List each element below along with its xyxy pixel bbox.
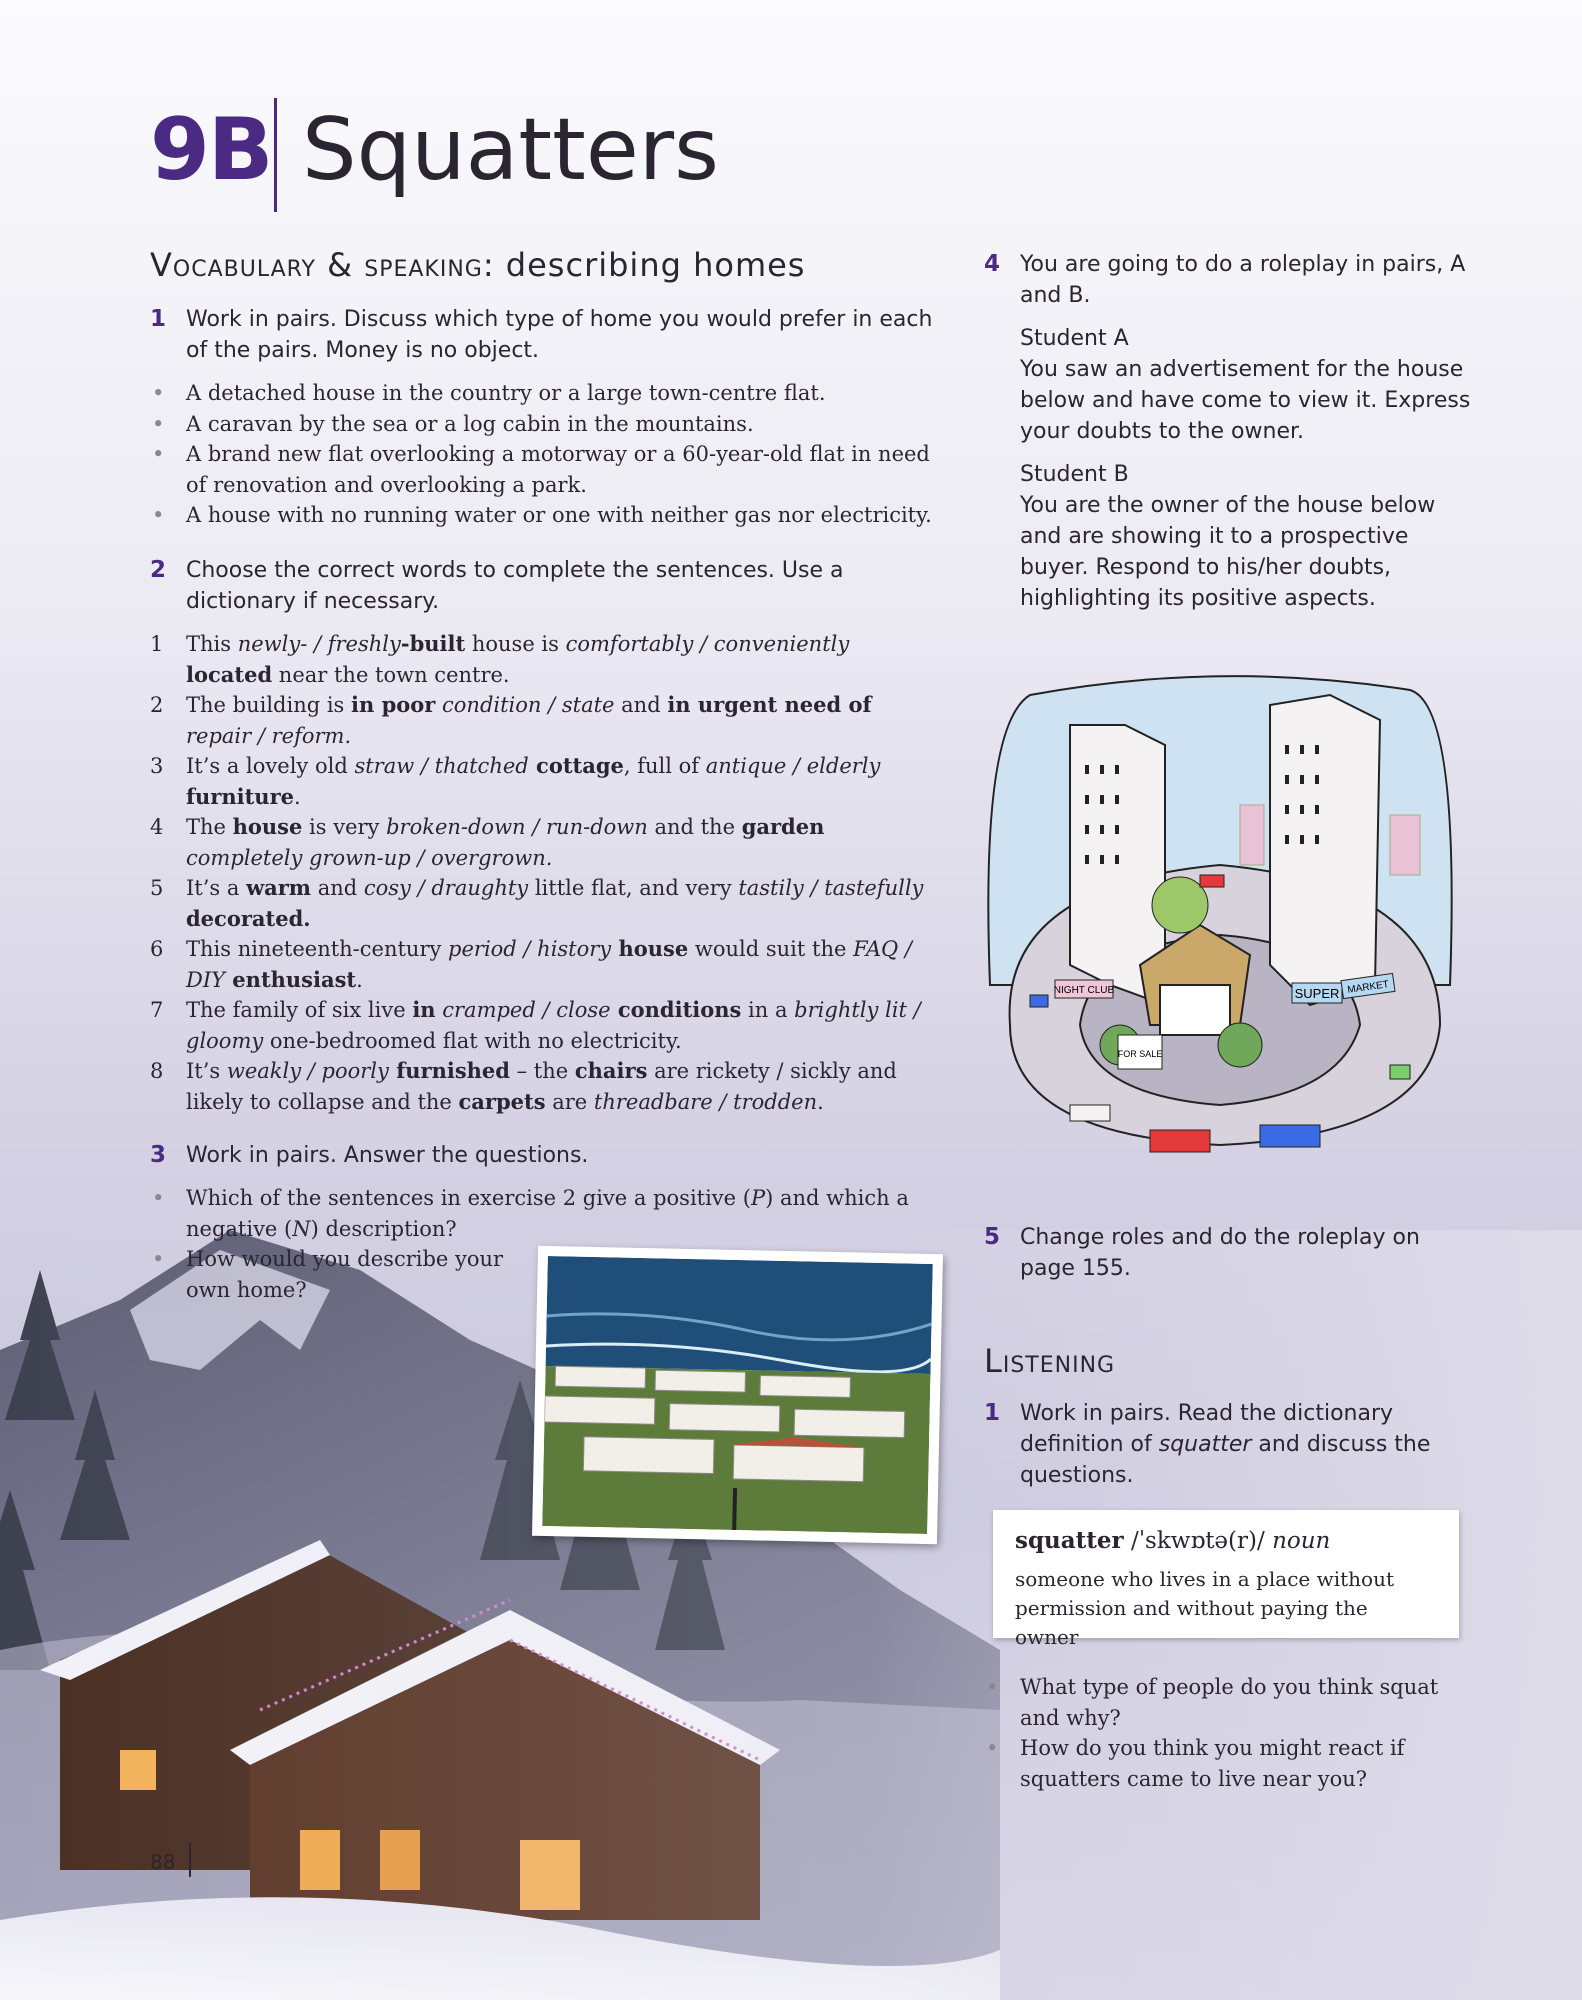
listening-questions [984, 1672, 1474, 1794]
option: broken-down / run-down [386, 815, 648, 839]
text: one-bedroomed flat with no electricity. [263, 1028, 682, 1053]
sentence-number: 6 [150, 937, 164, 961]
sentence-list [150, 629, 940, 1117]
text: It’s [186, 1059, 227, 1083]
vocab-heading [150, 246, 805, 284]
list-item: • How do you think you might react if squatters came to live near you? [984, 1733, 1474, 1794]
sentence-item [150, 873, 940, 934]
caravan-park-photo [532, 1246, 943, 1544]
sentence-item [150, 751, 940, 812]
sentence-number: 7 [150, 998, 164, 1022]
super-text: SUPER [1294, 986, 1340, 1001]
text: – the [509, 1059, 575, 1083]
list-item: • How would you describe your own home? [150, 1244, 516, 1305]
dictionary-entry [993, 1510, 1459, 1649]
keyword: warm [246, 875, 312, 900]
list-item: • What type of people do you think squat and why? [984, 1672, 1474, 1733]
exercise-instruction [1020, 1398, 1474, 1491]
house-for-sale-illustration [970, 665, 1470, 1185]
exercise-instruction: Work in pairs. Answer the questions. [186, 1143, 589, 1168]
text: The family of six live [186, 998, 413, 1022]
sentence-number: 1 [150, 632, 164, 656]
keyword: in [412, 997, 436, 1022]
exercise-instruction: Change roles and do the roleplay on page 155. [1020, 1225, 1420, 1281]
text: , full of [623, 754, 706, 778]
keyword: in poor [351, 692, 436, 717]
exercise-4 [984, 249, 1474, 614]
text: . [294, 784, 301, 809]
exercise-number: 1 [984, 1400, 1001, 1426]
vocab-heading-rest: describing homes [494, 246, 806, 284]
market-text: MARKET [1346, 979, 1390, 996]
option: FAQ / DIY [186, 937, 912, 992]
option: antique / elderly [705, 754, 881, 778]
text: . [356, 967, 363, 992]
text: house is [465, 632, 566, 656]
option: threadbare / trodden [593, 1089, 818, 1114]
sentence-number: 8 [150, 1059, 164, 1083]
option: cosy / draughty [363, 876, 529, 900]
sentence-number: 4 [150, 815, 164, 839]
text: in a [741, 998, 795, 1022]
keyword: enthusiast [225, 966, 357, 992]
sentence-number: 2 [150, 693, 164, 717]
text: and discuss the questions. [1020, 1432, 1431, 1488]
exercise-instruction: Work in pairs. Discuss which type of home you would prefer in each of the pairs. Money is no object. [186, 307, 933, 363]
sentence-item [150, 629, 940, 690]
page-number: 88 [150, 1850, 176, 1874]
vocab-heading-caps: Vocabulary & speaking: [150, 246, 495, 284]
option: completely grown-up / overgrown. [186, 845, 553, 870]
unit-title: Squatters [302, 100, 719, 200]
sentence-item [150, 934, 940, 995]
exercise-number: 5 [984, 1224, 1001, 1250]
text: little flat, and very [528, 876, 739, 900]
text: and [614, 693, 668, 717]
text: This nineteenth-century [186, 937, 449, 961]
list-item: • A house with no running water or one with neither gas nor electricity. [150, 500, 940, 531]
option: condition / state [435, 693, 615, 717]
text: squatter [1158, 1432, 1252, 1457]
exercise-instruction: You are going to do a roleplay in pairs, A and B. [1020, 252, 1466, 308]
listening-exercise-1 [984, 1398, 1474, 1491]
option: weakly / poorly [226, 1059, 389, 1083]
sentence-number: 3 [150, 754, 164, 778]
sentence-number: 5 [150, 876, 164, 900]
caravan-photo-image [542, 1256, 933, 1534]
title-divider [274, 98, 277, 212]
sentence-item [150, 995, 940, 1056]
exercise-number: 3 [150, 1142, 167, 1168]
keyword: located [186, 661, 273, 687]
exercise-number: 1 [150, 306, 167, 332]
text: is very [302, 815, 387, 839]
keyword: conditions [610, 997, 742, 1022]
text: Work in pairs. Read the dictionary definition of [1020, 1401, 1394, 1457]
text: and the [647, 815, 742, 839]
definition: someone who lives in a place without permission and without paying the owner [1015, 1566, 1394, 1649]
keyword: furnished [388, 1058, 510, 1083]
option: comfortably / conveniently [565, 632, 850, 656]
student-b-title: Student B [1020, 462, 1129, 487]
list-item [150, 1183, 940, 1244]
text: are rickety / sickly and likely to collapse and the [186, 1059, 897, 1114]
exercise-5 [984, 1222, 1474, 1284]
keyword: -built [400, 631, 466, 656]
student-a-title: Student A [1020, 326, 1129, 351]
exercise-number: 4 [984, 251, 1001, 277]
option: period / history [448, 937, 612, 961]
student-a-text: You saw an advertisement for the house below and have come to view it. Express your doubts to the owner. [1020, 357, 1471, 444]
option: newly- / freshly [237, 632, 401, 656]
keyword: garden [741, 814, 825, 839]
sentence-item [150, 690, 940, 751]
student-b-text: You are the owner of the house below and are showing it to a prospective buyer. Respond to his/her doubts, highlighting its positive aspects. [1020, 493, 1436, 611]
text: . [817, 1089, 824, 1114]
text: Which of the sentences in exercise 2 give a positive ( [186, 1186, 751, 1210]
keyword: house [232, 814, 303, 839]
keyword: furniture [186, 783, 295, 809]
option: repair / reform. [186, 723, 352, 748]
list-item: • A brand new flat overlooking a motorway or a 60-year-old flat in need of renovation and overlooking a park. [150, 439, 940, 500]
keyword: house [611, 936, 689, 961]
for-sale-text: FOR SALE [1117, 1049, 1163, 1059]
exercise-1 [150, 304, 940, 531]
home-pairs-list [150, 378, 940, 531]
part-of-speech: noun [1272, 1528, 1331, 1554]
list-item: • A detached house in the country or a large town-centre flat. [150, 378, 940, 409]
text: This [186, 632, 238, 656]
text: would suit the [688, 937, 854, 961]
unit-code: 9B [150, 100, 272, 200]
keyword: chairs [574, 1058, 648, 1083]
option: brightly lit / gloomy [186, 998, 921, 1053]
listening-heading: Listening [984, 1342, 1116, 1380]
keyword: in urgent need of [667, 692, 872, 717]
exercise-number: 2 [150, 557, 167, 583]
text: The [186, 815, 233, 839]
option: straw / thatched [354, 754, 529, 778]
text: ) description? [310, 1216, 457, 1241]
text: near the town centre. [272, 662, 510, 687]
keyword: carpets [458, 1088, 546, 1114]
text: N [292, 1216, 311, 1241]
pronunciation: /ˈskwɒtə(r)/ [1130, 1528, 1265, 1554]
exercise-2 [150, 555, 940, 1117]
text: The building is [186, 693, 352, 717]
text: and [311, 876, 364, 900]
page-number-divider [189, 1843, 191, 1877]
exercise-instruction: Choose the correct words to complete the sentences. Use a dictionary if necessary. [186, 558, 844, 614]
headword: squatter [1015, 1527, 1124, 1554]
list-item: • A caravan by the sea or a log cabin in the mountains. [150, 409, 940, 440]
text: P [750, 1186, 766, 1210]
text: It’s a lovely old [186, 754, 355, 778]
option: cramped / close [435, 998, 611, 1022]
keyword: cottage [528, 753, 624, 778]
text: are [545, 1089, 594, 1114]
option: tastily / tastefully [738, 876, 924, 900]
text: It’s a [186, 876, 247, 900]
sentence-item [150, 812, 940, 873]
sentence-item [150, 1056, 940, 1117]
keyword: decorated. [186, 905, 311, 931]
night-club-text: NIGHT CLUB [1053, 985, 1115, 996]
text: ) and which a negative ( [186, 1186, 909, 1241]
